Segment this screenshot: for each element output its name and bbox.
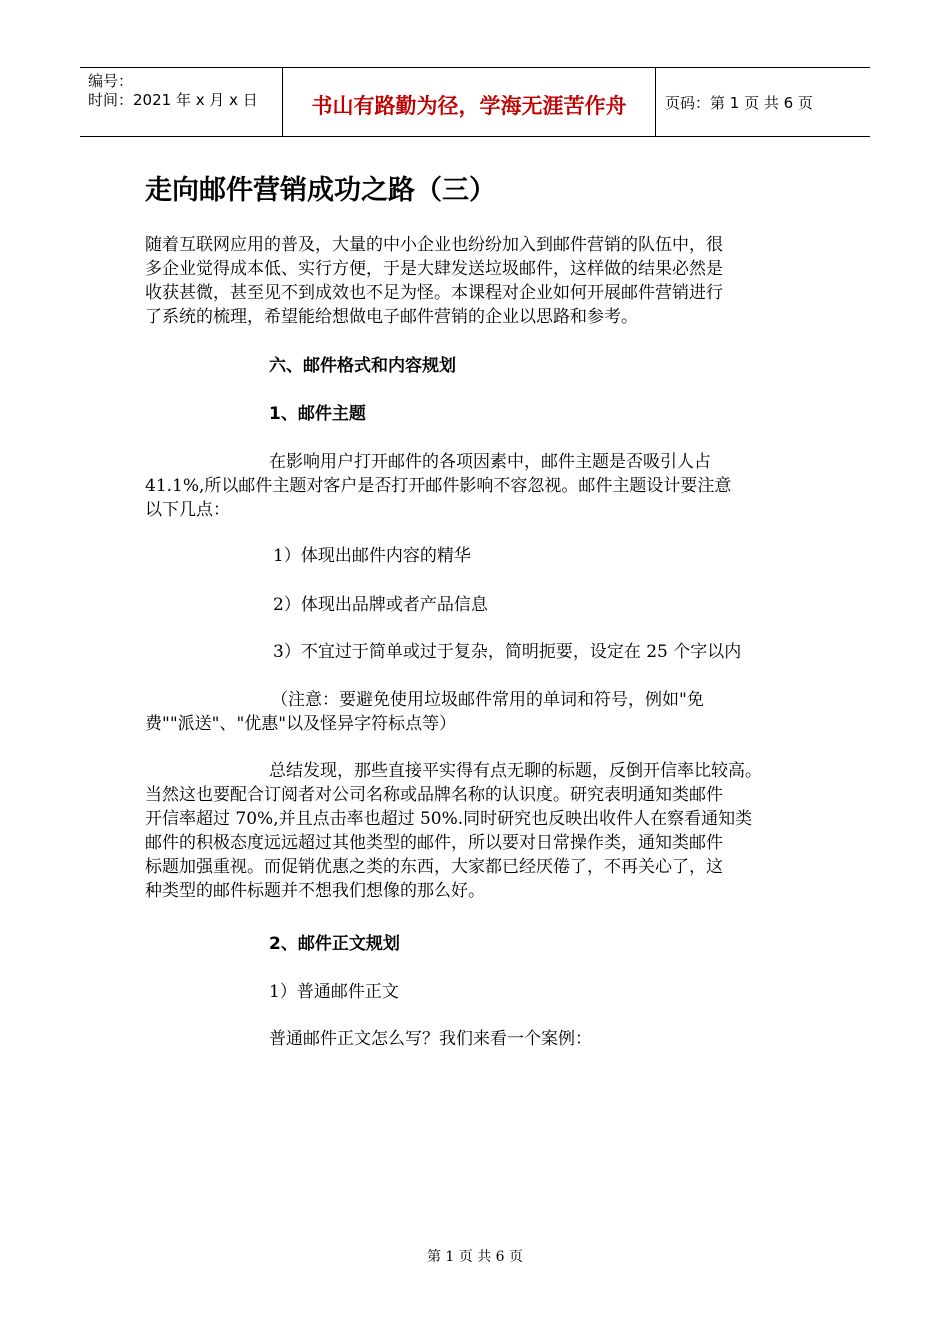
document-header	[80, 67, 870, 137]
text-line: 随着互联网应用的普及，大量的中小企业也纷纷加入到邮件营销的队伍中，很	[145, 235, 723, 255]
page-title: 走向邮件营销成功之路（三）	[145, 175, 496, 206]
text-line: 当然这也要配合订阅者对公司名称或品牌名称的认识度。研究表明通知类邮件	[145, 785, 723, 805]
text-line: 收获甚微，甚至见不到成效也不足为怪。本课程对企业如何开展邮件营销进行	[145, 283, 723, 303]
summary-paragraph	[145, 759, 762, 903]
text-line: 了系统的梳理，希望能给想做电子邮件营销的企业以思路和参考。	[145, 307, 638, 327]
text-line: 多企业觉得成本低、实行方便，于是大肆发送垃圾邮件，这样做的结果必然是	[145, 259, 723, 279]
list-item: 3）不宜过于简单或过于复杂，简明扼要，设定在 25 个字以内	[273, 642, 742, 662]
subsection-heading: 2、邮件正文规划	[269, 934, 400, 954]
subject-paragraph	[145, 450, 731, 522]
header-info-cell	[80, 68, 283, 136]
text-line: 41.1%,所以邮件主题对客户是否打开邮件影响不容忽视。邮件主题设计要注意	[145, 476, 732, 496]
document-time-label: 时间：2021 年 x 月 x 日	[88, 91, 258, 109]
text-line: 在影响用户打开邮件的各项因素中，邮件主题是否吸引人占	[269, 452, 711, 472]
section-heading: 六、邮件格式和内容规划	[269, 356, 456, 376]
note-paragraph	[145, 688, 704, 736]
text-line: 总结发现，那些直接平实得有点无聊的标题，反倒开信率比较高。	[269, 761, 762, 781]
list-item: 1）体现出邮件内容的精华	[273, 546, 471, 566]
document-number-label: 编号：	[88, 72, 134, 90]
intro-paragraph	[145, 233, 723, 329]
text-line: 邮件的积极态度远远超过其他类型的邮件，所以要对日常操作类，通知类邮件	[145, 833, 723, 853]
list-item: 2）体现出品牌或者产品信息	[273, 595, 488, 615]
text-line: 以下几点：	[145, 500, 230, 520]
text-line: 标题加强重视。而促销优惠之类的东西，大家都已经厌倦了，不再关心了，这	[145, 857, 723, 877]
text-line: 费""派送"、"优惠"以及怪异字符标点等）	[145, 714, 457, 734]
body-subheading: 1）普通邮件正文	[269, 982, 399, 1002]
header-page-code: 页码：第 1 页 共 6 页	[665, 94, 813, 112]
header-page-cell	[657, 68, 870, 136]
header-motto: 书山有路勤为径，学海无涯苦作舟	[311, 94, 627, 118]
page-footer: 第 1 页 共 6 页	[426, 1249, 524, 1265]
subsection-heading: 1、邮件主题	[269, 404, 366, 424]
header-motto-cell	[283, 68, 656, 136]
text-line: （注意：要避免使用垃圾邮件常用的单词和符号，例如"免	[271, 690, 704, 710]
body-paragraph: 普通邮件正文怎么写？我们来看一个案例：	[269, 1029, 592, 1049]
text-line: 种类型的邮件标题并不想我们想像的那么好。	[145, 881, 485, 901]
text-line: 开信率超过 70%,并且点击率也超过 50%.同时研究也反映出收件人在察看通知类	[145, 809, 753, 829]
